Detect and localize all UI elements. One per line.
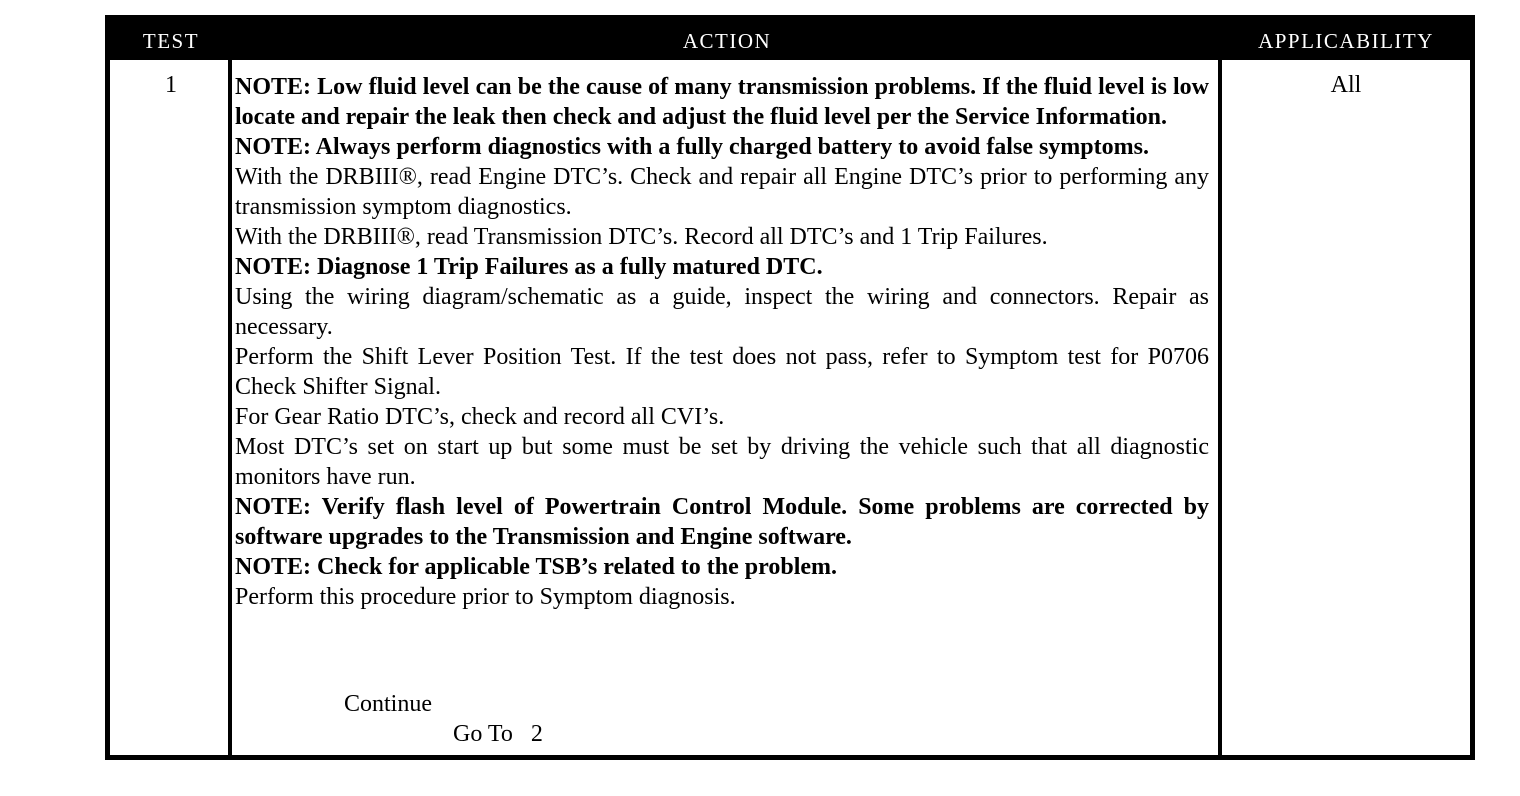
note-line: NOTE: Diagnose 1 Trip Failures as a fully matured DTC. (235, 254, 823, 280)
table-header (110, 20, 1470, 60)
goto-target: 2 (530, 721, 543, 747)
instruction-line: Perform the Shift Lever Position Test. If the test does not pass, refer to Symptom test for P0706 Check Shifter Signal. (235, 344, 1209, 400)
note-line: NOTE: Verify flash level of Powertrain Control Module. Some problems are corrected by software upgrades to the Transmission and Engine software. (235, 494, 1209, 550)
test-number: 1 (165, 72, 177, 98)
instruction-line: Perform this procedure prior to Symptom diagnosis. (235, 584, 736, 610)
column-divider (1218, 20, 1222, 755)
note-line: NOTE: Low fluid level can be the cause of many transmission problems. If the fluid level is low locate and repair the leak then check and adjust the fluid level per the Service Information. (235, 74, 1209, 130)
header-test: TEST (142, 29, 200, 53)
instruction-line: With the DRBIII®, read Transmission DTC’s. Record all DTC’s and 1 Trip Failures. (235, 224, 1048, 250)
instruction-line: For Gear Ratio DTC’s, check and record all CVI’s. (235, 404, 725, 430)
diagnostic-test-table (105, 15, 1475, 760)
instruction-line: Using the wiring diagram/schematic as a guide, inspect the wiring and connectors. Repair as necessary. (235, 284, 1209, 340)
header-action: ACTION (682, 29, 772, 53)
instruction-line: With the DRBIII®, read Engine DTC’s. Check and repair all Engine DTC’s prior to performing any transmission symptom diagnostics. (235, 164, 1209, 220)
applicability-value: All (1330, 72, 1362, 98)
note-line: NOTE: Check for applicable TSB’s related to the problem. (235, 554, 838, 580)
column-divider (228, 20, 232, 755)
continue-label: Continue (344, 691, 432, 717)
action-instructions (235, 72, 1209, 612)
note-line: NOTE: Always perform diagnostics with a fully charged battery to avoid false symptoms. (235, 134, 1149, 160)
instruction-line: Most DTC’s set on start up but some must be set by driving the vehicle such that all diagnostic monitors have run. (235, 434, 1209, 490)
goto-label: Go To (453, 721, 513, 747)
header-applicability: APPLICABILITY (1258, 29, 1434, 53)
goto-instruction (453, 721, 543, 748)
